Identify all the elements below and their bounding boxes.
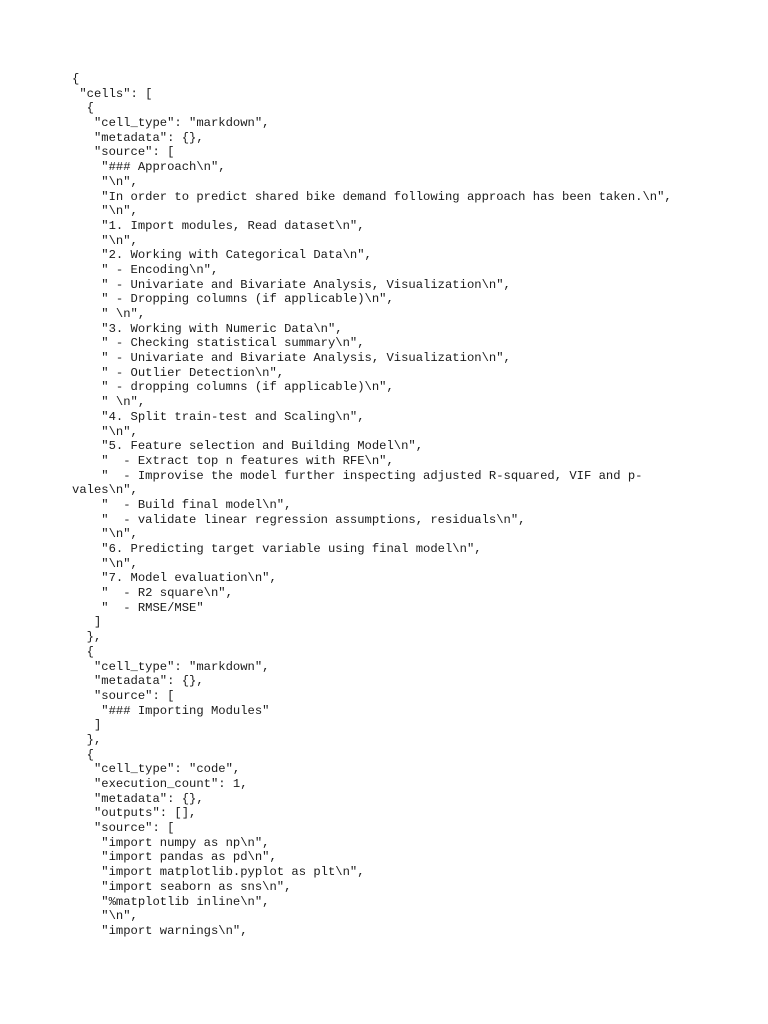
code-line: "7. Model evaluation\n", bbox=[72, 571, 277, 586]
code-line: "cell_type": "markdown", bbox=[72, 116, 270, 131]
code-line: "\n", bbox=[72, 424, 138, 439]
code-line: "source": [ bbox=[72, 688, 175, 703]
code-line: " - RMSE/MSE" bbox=[72, 600, 204, 615]
code-line: " - Extract top n features with RFE\n", bbox=[72, 453, 394, 468]
code-line: { bbox=[72, 747, 94, 762]
code-line: "\n", bbox=[72, 204, 138, 219]
code-line: "5. Feature selection and Building Model\n", bbox=[72, 439, 424, 454]
code-line: " - Dropping columns (if applicable)\n", bbox=[72, 292, 394, 307]
code-line: "2. Working with Categorical Data\n", bbox=[72, 248, 372, 263]
code-line: "cell_type": "markdown", bbox=[72, 659, 270, 674]
code-line: "source": [ bbox=[72, 821, 175, 836]
code-line: }, bbox=[72, 630, 102, 645]
code-line: " - Univariate and Bivariate Analysis, Visualization\n", bbox=[72, 351, 511, 366]
code-line: " \n", bbox=[72, 307, 146, 321]
code-line: { bbox=[72, 72, 80, 86]
code-line: "4. Split train-test and Scaling\n", bbox=[72, 409, 365, 424]
code-line: " - Improvise the model further inspecting adjusted R-squared, VIF and p- bbox=[72, 468, 643, 483]
code-line: "### Approach\n", bbox=[72, 160, 226, 175]
code-line: { bbox=[72, 644, 94, 659]
code-line: }, bbox=[72, 732, 102, 747]
code-line: " - Checking statistical summary\n", bbox=[72, 336, 365, 351]
code-line: "source": [ bbox=[72, 145, 175, 160]
code-line: "\n", bbox=[72, 233, 138, 248]
code-line: "import matplotlib.pyplot as plt\n", bbox=[72, 865, 365, 880]
code-line: "execution_count": 1, bbox=[72, 777, 248, 791]
code-line: "metadata": {}, bbox=[72, 791, 204, 806]
code-line: "outputs": [], bbox=[72, 806, 197, 821]
code-line: vales\n", bbox=[72, 483, 138, 498]
code-line: "metadata": {}, bbox=[72, 674, 204, 689]
code-line: ] bbox=[72, 615, 102, 630]
code-line: "6. Predicting target variable using final model\n", bbox=[72, 542, 482, 556]
code-line: { bbox=[72, 101, 94, 116]
code-line: "\n", bbox=[72, 174, 138, 189]
code-line: " \n", bbox=[72, 395, 146, 410]
code-line: " - dropping columns (if applicable)\n", bbox=[72, 380, 394, 395]
code-line: " - R2 square\n", bbox=[72, 586, 233, 601]
code-line: " - Univariate and Bivariate Analysis, Visualization\n", bbox=[72, 277, 511, 292]
notebook-json-source bbox=[72, 72, 712, 939]
code-line: "cells": [ bbox=[72, 86, 153, 101]
code-line: "3. Working with Numeric Data\n", bbox=[72, 321, 343, 336]
code-line: "\n", bbox=[72, 556, 138, 571]
code-line: "### Importing Modules" bbox=[72, 703, 270, 718]
code-line: " - Build final model\n", bbox=[72, 497, 292, 512]
code-line: " - Outlier Detection\n", bbox=[72, 365, 285, 380]
code-line: "import pandas as pd\n", bbox=[72, 850, 277, 865]
code-line: " - Encoding\n", bbox=[72, 262, 219, 277]
code-line: "cell_type": "code", bbox=[72, 762, 241, 777]
code-line: ] bbox=[72, 718, 102, 733]
code-line: "\n", bbox=[72, 527, 138, 542]
code-line: "import warnings\n", bbox=[72, 923, 248, 938]
code-line: "metadata": {}, bbox=[72, 130, 204, 145]
code-line: "%matplotlib inline\n", bbox=[72, 894, 270, 909]
code-line: "In order to predict shared bike demand following approach has been taken.\n", bbox=[72, 189, 672, 204]
code-line: " - validate linear regression assumptions, residuals\n", bbox=[72, 512, 526, 527]
code-line: "import numpy as np\n", bbox=[72, 835, 270, 850]
code-line: "\n", bbox=[72, 909, 138, 924]
code-line: "1. Import modules, Read dataset\n", bbox=[72, 218, 365, 233]
code-line: "import seaborn as sns\n", bbox=[72, 879, 292, 894]
